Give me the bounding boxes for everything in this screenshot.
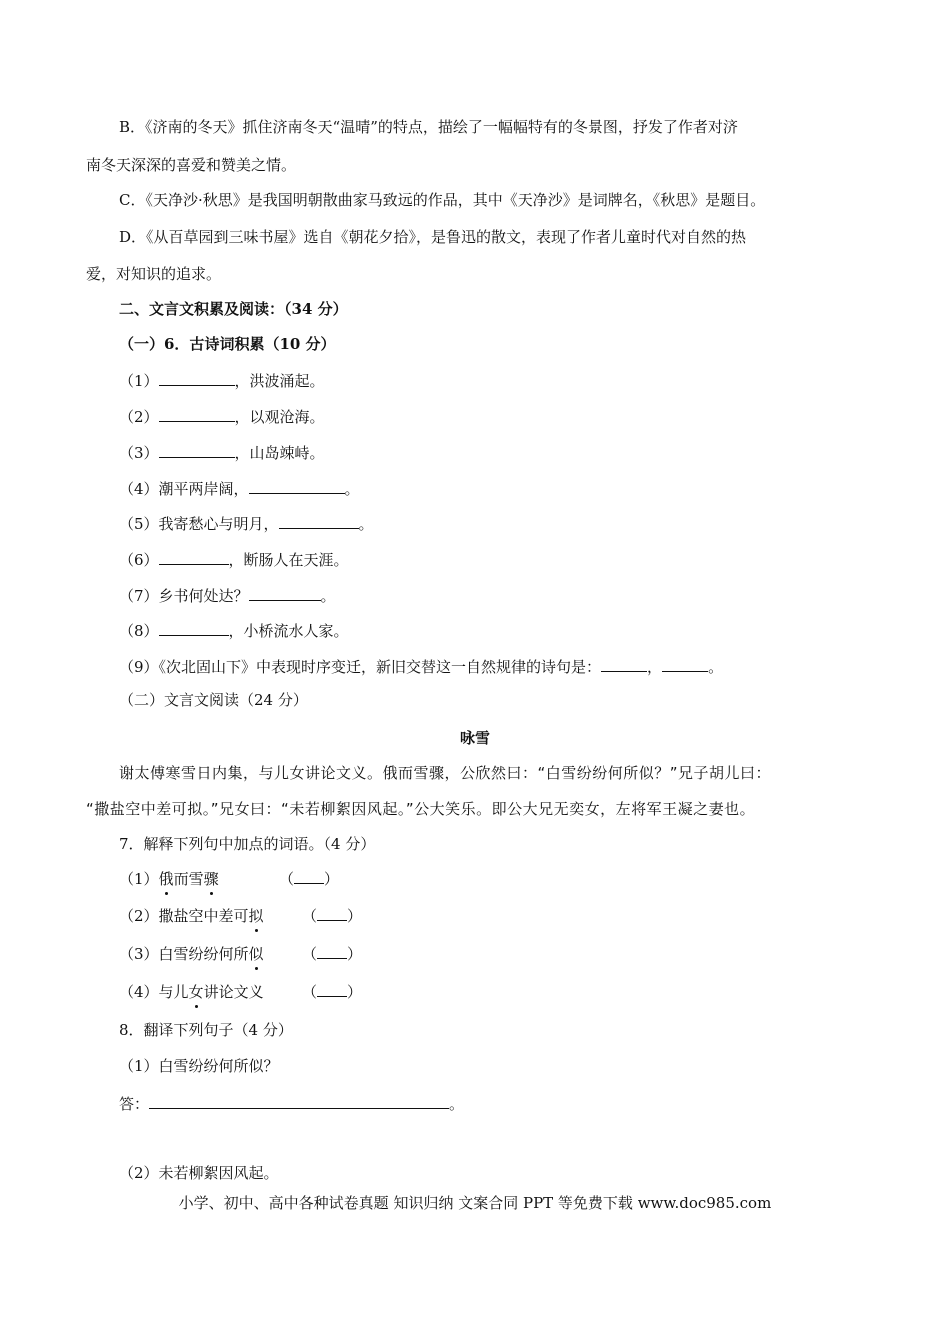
answer-blank[interactable] xyxy=(662,656,708,672)
answer-blank[interactable] xyxy=(294,869,324,884)
question-7-item-3: （3）白雪纷纷何所似 （ ） xyxy=(119,945,363,963)
answer-blank[interactable] xyxy=(159,370,235,386)
question-7-item-1: （1）俄而雪骤 （ ） xyxy=(119,870,340,888)
poetry-item-6: （6） ，断肠人在天涯。 xyxy=(119,551,349,569)
poetry-item-1: （1） ，洪波涌起。 xyxy=(119,372,325,390)
question-7-title: 7．解释下列句中加点的词语。（4 分） xyxy=(119,835,376,853)
answer-blank[interactable] xyxy=(279,513,359,529)
passage-line2: “撒盐空中差可拟。”兄女曰：“未若柳絮因风起。”公大笑乐。即公大兄无奕女，左将军王凝之妻也。 xyxy=(86,800,756,818)
option-b-line1: B．《济南的冬天》抓住济南冬天“温晴”的特点，描绘了一幅幅特有的冬景图，抒发了作者对济 xyxy=(119,118,738,136)
question-8-answer: 答： 。 xyxy=(119,1095,465,1113)
question-7-item-2: （2）撒盐空中差可拟 （ ） xyxy=(119,907,363,925)
subsection-classical: （二）文言文阅读（24 分） xyxy=(119,691,308,709)
option-b-line2: 南冬天深深的喜爱和赞美之情。 xyxy=(86,156,297,174)
passage-line1: 谢太傅寒雪日内集，与儿女讲论文义。俄而雪骤，公欣然曰：“白雪纷纷何所似？”兄子胡儿曰： xyxy=(119,764,772,782)
answer-blank[interactable] xyxy=(249,478,345,494)
poetry-item-3: （3） ，山岛竦峙。 xyxy=(119,444,325,462)
question-7-item-4: （4）与儿女讲论文义 （ ） xyxy=(119,983,363,1001)
answer-blank[interactable] xyxy=(149,1093,449,1109)
poetry-item-8: （8） ，小桥流水人家。 xyxy=(119,622,349,640)
page-footer: 小学、初中、高中各种试卷真题 知识归纳 文案合同 PPT 等免费下载 www.doc985.com xyxy=(178,1194,772,1212)
answer-blank[interactable] xyxy=(159,620,229,636)
subsection-poetry: （一）6．古诗词积累（10 分） xyxy=(119,335,336,353)
poetry-item-5: （5）我寄愁心与明月， 。 xyxy=(119,515,374,533)
question-8-sentence-1: （1）白雪纷纷何所似？ xyxy=(119,1057,279,1075)
question-8-sentence-2: （2）未若柳絮因风起。 xyxy=(119,1164,279,1182)
option-c: C．《天净沙·秋思》是我国明朝散曲家马致远的作品，其中《天净沙》是词牌名，《秋思》是题目。 xyxy=(119,191,766,209)
answer-blank[interactable] xyxy=(159,442,235,458)
passage-title: 咏雪 xyxy=(459,729,490,747)
section-heading: 二、文言文积累及阅读：（34 分） xyxy=(119,300,348,318)
option-d-line1: D．《从百草园到三味书屋》选自《朝花夕拾》，是鲁迅的散文，表现了作者儿童时代对自然的热 xyxy=(119,228,747,246)
answer-blank[interactable] xyxy=(159,406,235,422)
answer-blank[interactable] xyxy=(249,585,321,601)
poetry-item-4: （4）潮平两岸阔， 。 xyxy=(119,480,360,498)
poetry-item-2: （2） ，以观沧海。 xyxy=(119,408,325,426)
answer-blank[interactable] xyxy=(317,982,347,997)
answer-blank[interactable] xyxy=(159,549,229,565)
poetry-item-7: （7）乡书何处达？ 。 xyxy=(119,587,336,605)
answer-blank[interactable] xyxy=(317,906,347,921)
poetry-item-9: （9）《次北固山下》中表现时序变迁，新旧交替这一自然规律的诗句是： ， 。 xyxy=(119,658,724,676)
answer-blank[interactable] xyxy=(601,656,647,672)
answer-blank[interactable] xyxy=(317,944,347,959)
question-8-title: 8．翻译下列句子（4 分） xyxy=(119,1021,293,1039)
option-d-line2: 爱，对知识的追求。 xyxy=(86,265,222,283)
